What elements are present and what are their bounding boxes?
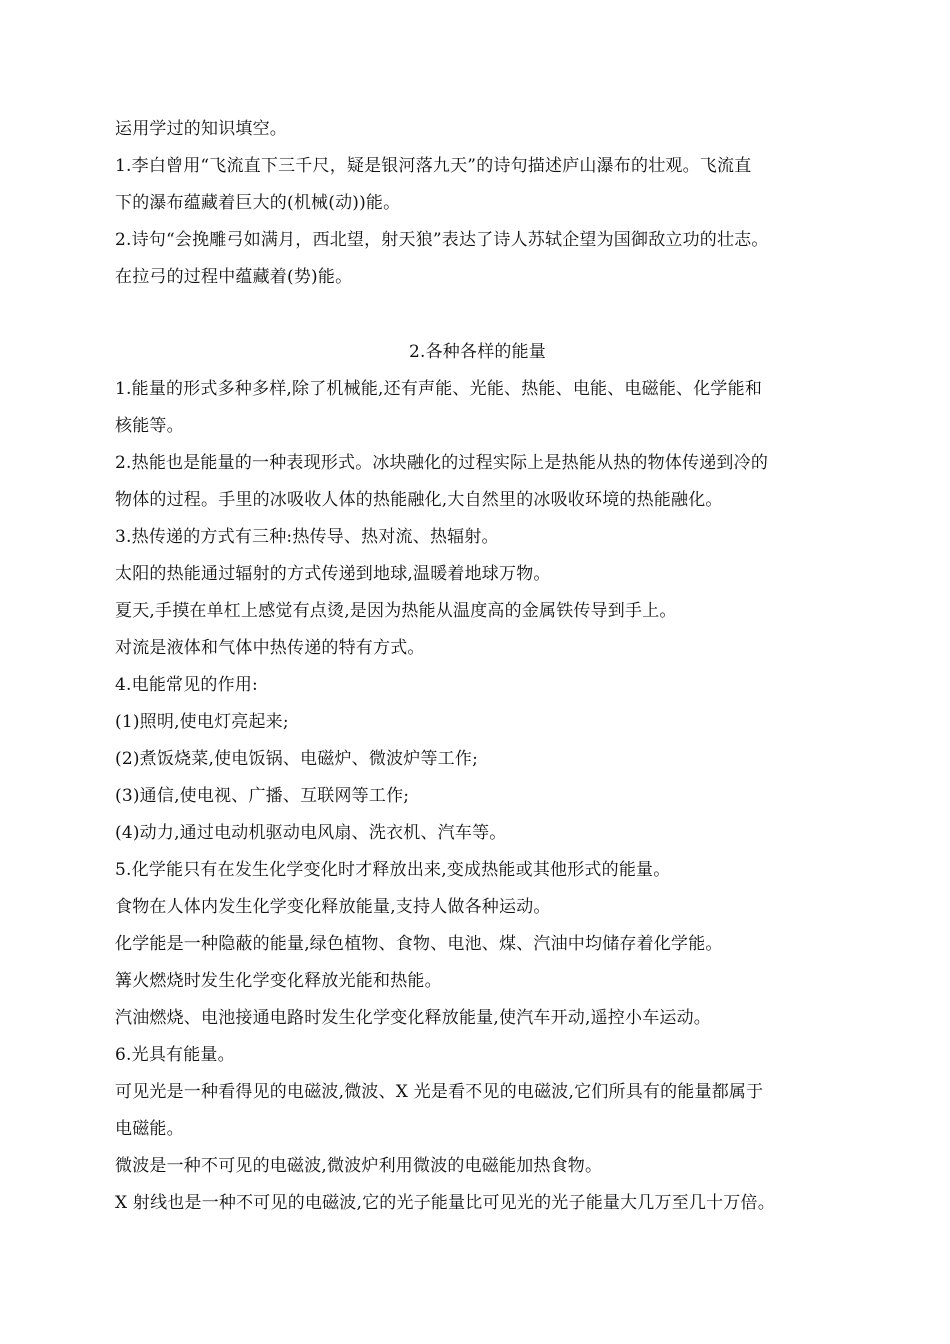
body-line: 核能等。 bbox=[115, 416, 184, 436]
body-line: 5.化学能只有在发生化学变化时才释放出来,变成热能或其他形式的能量。 bbox=[115, 860, 671, 880]
body-line: (1)照明,使电灯亮起来; bbox=[115, 712, 289, 732]
body-line: 微波是一种不可见的电磁波,微波炉利用微波的电磁能加热食物。 bbox=[115, 1156, 603, 1176]
body-line: 篝火燃烧时发生化学变化释放光能和热能。 bbox=[115, 971, 442, 991]
body-line: 太阳的热能通过辐射的方式传递到地球,温暖着地球万物。 bbox=[115, 564, 551, 584]
body-line: (2)煮饭烧菜,使电饭锅、电磁炉、微波炉等工作; bbox=[115, 749, 479, 769]
body-line: 物体的过程。手里的冰吸收人体的热能融化,大自然里的冰吸收环境的热能融化。 bbox=[115, 490, 723, 510]
body-line: 电磁能。 bbox=[115, 1119, 184, 1139]
section-body bbox=[115, 371, 840, 1222]
body-line: 汽油燃烧、电池接通电路时发生化学变化释放能量,使汽车开动,遥控小车运动。 bbox=[115, 1008, 712, 1028]
instruction-text: 运用学过的知识填空。 bbox=[115, 119, 287, 139]
body-line: 可见光是一种看得见的电磁波,微波、X 光是看不见的电磁波,它们所具有的能量都属于 bbox=[115, 1082, 764, 1102]
body-line: 化学能是一种隐蔽的能量,绿色植物、食物、电池、煤、汽油中均储存着化学能。 bbox=[115, 934, 723, 954]
body-line: 食物在人体内发生化学变化释放能量,支持人做各种运动。 bbox=[115, 897, 551, 917]
section-title: 2.各种各样的能量 bbox=[408, 342, 547, 362]
body-line: (4)动力,通过电动机驱动电风扇、洗衣机、汽车等。 bbox=[115, 823, 507, 843]
body-line: 4.电能常见的作用: bbox=[115, 675, 258, 695]
body-line: (3)通信,使电视、广播、互联网等工作; bbox=[115, 786, 410, 806]
body-line: 1.能量的形式多种多样,除了机械能,还有声能、光能、热能、电能、电磁能、化学能和 bbox=[115, 379, 763, 399]
body-line: X 射线也是一种不可见的电磁波,它的光子能量比可见光的光子能量大几万至几十万倍。 bbox=[115, 1193, 775, 1213]
section-spacer bbox=[115, 296, 840, 334]
body-line: 2.热能也是能量的一种表现形式。冰块融化的过程实际上是热能从热的物体传递到冷的 bbox=[115, 453, 769, 473]
document-page bbox=[115, 111, 840, 1222]
body-line: 6.光具有能量。 bbox=[115, 1045, 235, 1065]
question-1-line-2: 下的瀑布蕴藏着巨大的(机械(动))能。 bbox=[115, 193, 401, 213]
body-line: 夏天,手摸在单杠上感觉有点烫,是因为热能从温度高的金属铁传导到手上。 bbox=[115, 601, 677, 621]
question-2-line-1: 2.诗句“会挽雕弓如满月，西北望，射天狼”表达了诗人苏轼企望为国御敌立功的壮志。 bbox=[115, 230, 769, 250]
question-2-line-2: 在拉弓的过程中蕴藏着(势)能。 bbox=[115, 267, 353, 287]
body-line: 3.热传递的方式有三种:热传导、热对流、热辐射。 bbox=[115, 527, 499, 547]
body-line: 对流是液体和气体中热传递的特有方式。 bbox=[115, 638, 425, 658]
question-1-line-1: 1.李白曾用“飞流直下三千尺，疑是银河落九天”的诗句描述庐山瀑布的壮观。飞流直 bbox=[115, 156, 752, 176]
